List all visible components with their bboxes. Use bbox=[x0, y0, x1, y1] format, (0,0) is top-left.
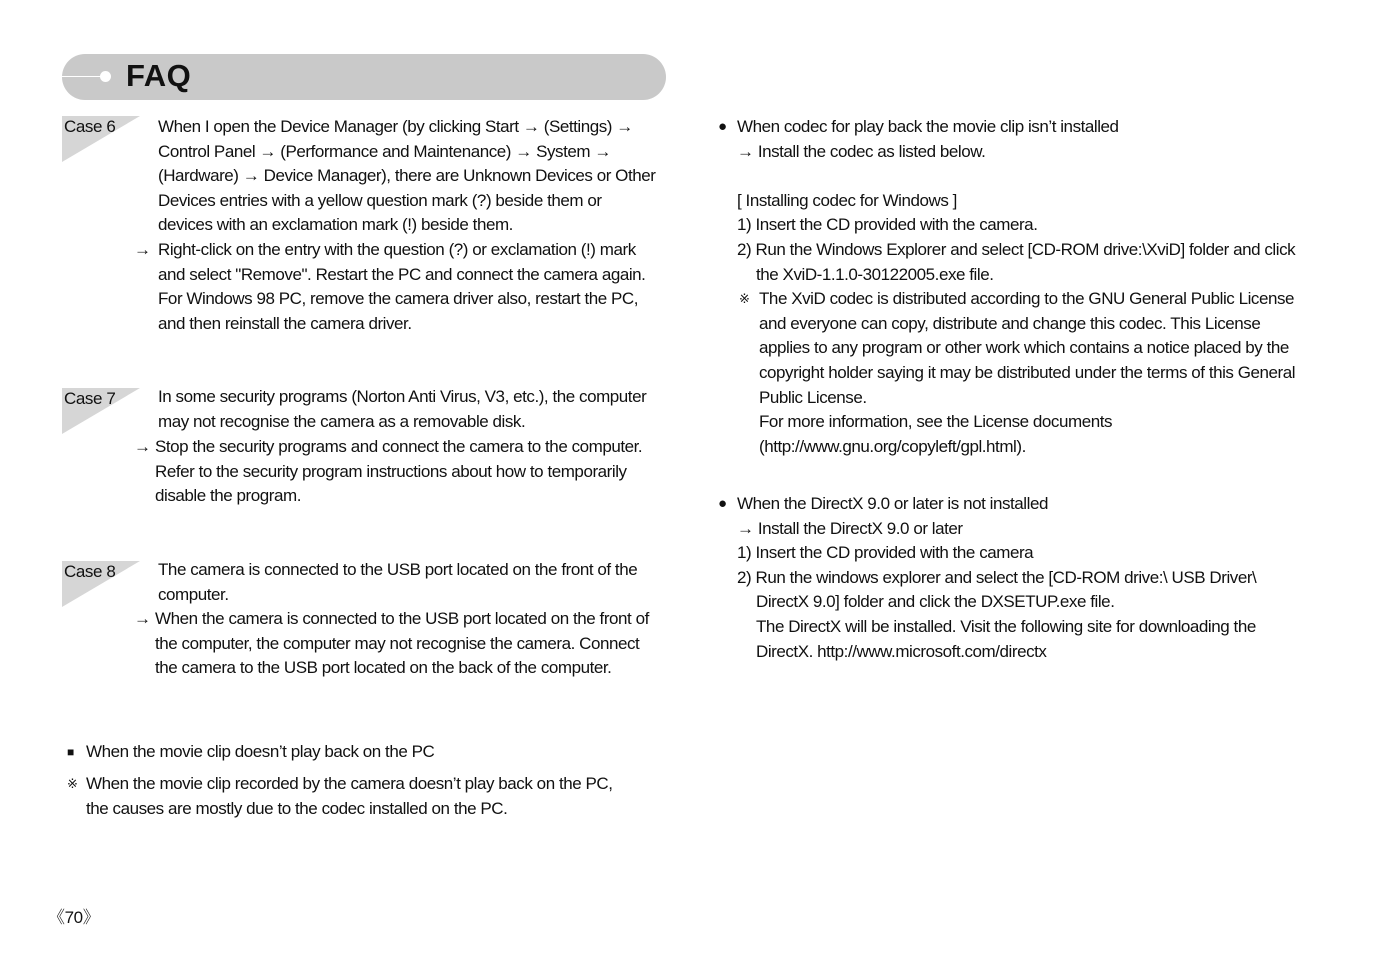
round-bullet-icon: ● bbox=[718, 118, 727, 135]
text-line: Devices entries with a yellow question mark (?) beside them or bbox=[158, 190, 602, 210]
text-line: the causes are mostly due to the codec installed on the PC. bbox=[86, 798, 508, 818]
sub-title: [ Installing codec for Windows ] bbox=[737, 190, 957, 210]
text-line: For Windows 98 PC, remove the camera driver also, restart the PC, bbox=[158, 289, 638, 309]
text-line: → Install the codec as listed below. bbox=[737, 141, 986, 161]
section-heading: When the movie clip doesn’t play back on the PC bbox=[86, 742, 435, 761]
text-line: → Install the DirectX 9.0 or later bbox=[737, 518, 963, 538]
text-line: and then reinstall the camera driver. bbox=[158, 313, 412, 333]
section-heading: When codec for play back the movie clip isn’t installed bbox=[737, 117, 1119, 136]
text-line: In some security programs (Norton Anti Virus, V3, etc.), the computer bbox=[158, 387, 647, 406]
square-bullet-icon: ■ bbox=[67, 745, 74, 759]
text-line: Stop the security programs and connect the camera to the computer. bbox=[155, 437, 643, 456]
directx-section bbox=[718, 492, 1257, 664]
case-label: Case 8 bbox=[64, 562, 116, 581]
text-line: The XviD codec is distributed according to the GNU General Public License bbox=[759, 289, 1295, 309]
text-line: Refer to the security program instructions about how to temporarily bbox=[155, 461, 627, 481]
text-line: The camera is connected to the USB port located on the front of the bbox=[158, 560, 638, 579]
round-bullet-icon: ● bbox=[718, 495, 727, 512]
case-label: Case 6 bbox=[64, 117, 116, 136]
text-line: When I open the Device Manager (by clicking Start → (Settings) → bbox=[158, 117, 633, 136]
text-line: and everyone can copy, distribute and change this codec. This License bbox=[759, 313, 1261, 333]
answer-arrow-icon: → bbox=[134, 609, 151, 628]
text-line: The DirectX will be installed. Visit the following site for downloading the bbox=[756, 616, 1256, 636]
text-line: the computer, the computer may not recognise the camera. Connect bbox=[155, 633, 640, 653]
step-2: 2) Run the Windows Explorer and select [CD-ROM drive:\XviD] folder and click bbox=[737, 239, 1296, 259]
text-line: applies to any program or other work which contains a notice placed by the bbox=[759, 338, 1289, 358]
text-line: (http://www.gnu.org/copyleft/gpl.html). bbox=[759, 436, 1026, 456]
text-line: computer. bbox=[158, 584, 229, 604]
page-title: FAQ bbox=[126, 58, 192, 93]
answer-arrow-icon: → bbox=[134, 437, 151, 456]
text-line: (Hardware) → Device Manager), there are Unknown Devices or Other bbox=[158, 166, 656, 186]
reference-mark-icon: ※ bbox=[739, 291, 750, 307]
section-heading: When the DirectX 9.0 or later is not installed bbox=[737, 494, 1048, 513]
text-line: and select "Remove". Restart the PC and connect the camera again. bbox=[158, 264, 646, 284]
faq-header-bar bbox=[62, 54, 666, 100]
text-line: copyright holder saying it may be distributed under the terms of this General bbox=[759, 362, 1296, 382]
text-line: disable the program. bbox=[155, 486, 301, 506]
page-number: 《70》 bbox=[48, 908, 100, 927]
step-1: 1) Insert the CD provided with the camera bbox=[737, 543, 1034, 563]
movie-clip-note bbox=[67, 772, 613, 821]
case-label: Case 7 bbox=[64, 389, 116, 408]
text-line: When the movie clip recorded by the camera doesn’t play back on the PC, bbox=[86, 774, 613, 793]
text-line: devices with an exclamation mark (!) beside them. bbox=[158, 215, 513, 235]
step-1: 1) Insert the CD provided with the camera. bbox=[737, 215, 1038, 235]
text-line: DirectX. http://www.microsoft.com/directx bbox=[756, 641, 1047, 661]
answer-arrow-icon: → bbox=[134, 240, 151, 259]
header-line-decoration bbox=[62, 76, 102, 77]
case-7-tab bbox=[62, 388, 142, 434]
text-line: the camera to the USB port located on the back of the computer. bbox=[155, 658, 612, 678]
header-dot-decoration bbox=[100, 71, 111, 82]
text-line: DirectX 9.0] folder and click the DXSETUP.exe file. bbox=[756, 592, 1115, 612]
text-line: Public License. bbox=[759, 387, 867, 407]
text-line: may not recognise the camera as a removable disk. bbox=[158, 411, 526, 431]
text-line: For more information, see the License documents bbox=[759, 412, 1113, 432]
case-8-answer bbox=[134, 607, 649, 681]
case-7-question bbox=[158, 385, 646, 434]
case-6-answer bbox=[134, 238, 646, 336]
text-line: the XviD-1.1.0-30122005.exe file. bbox=[756, 264, 994, 284]
reference-mark-icon: ※ bbox=[67, 776, 78, 791]
movie-clip-heading bbox=[67, 740, 435, 765]
text-line: Right-click on the entry with the question (?) or exclamation (!) mark bbox=[158, 240, 636, 259]
case-7-answer bbox=[134, 435, 643, 509]
case-6-question bbox=[158, 115, 655, 238]
step-2: 2) Run the windows explorer and select the [CD-ROM drive:\ USB Driver\ bbox=[737, 567, 1257, 587]
case-8-question bbox=[158, 558, 637, 607]
text-line: When the camera is connected to the USB port located on the front of bbox=[155, 609, 649, 628]
codec-section bbox=[718, 115, 1296, 459]
text-line: Control Panel → (Performance and Maintenance) → System → bbox=[158, 141, 611, 161]
case-8-tab bbox=[62, 561, 142, 607]
case-6-tab bbox=[62, 116, 142, 162]
